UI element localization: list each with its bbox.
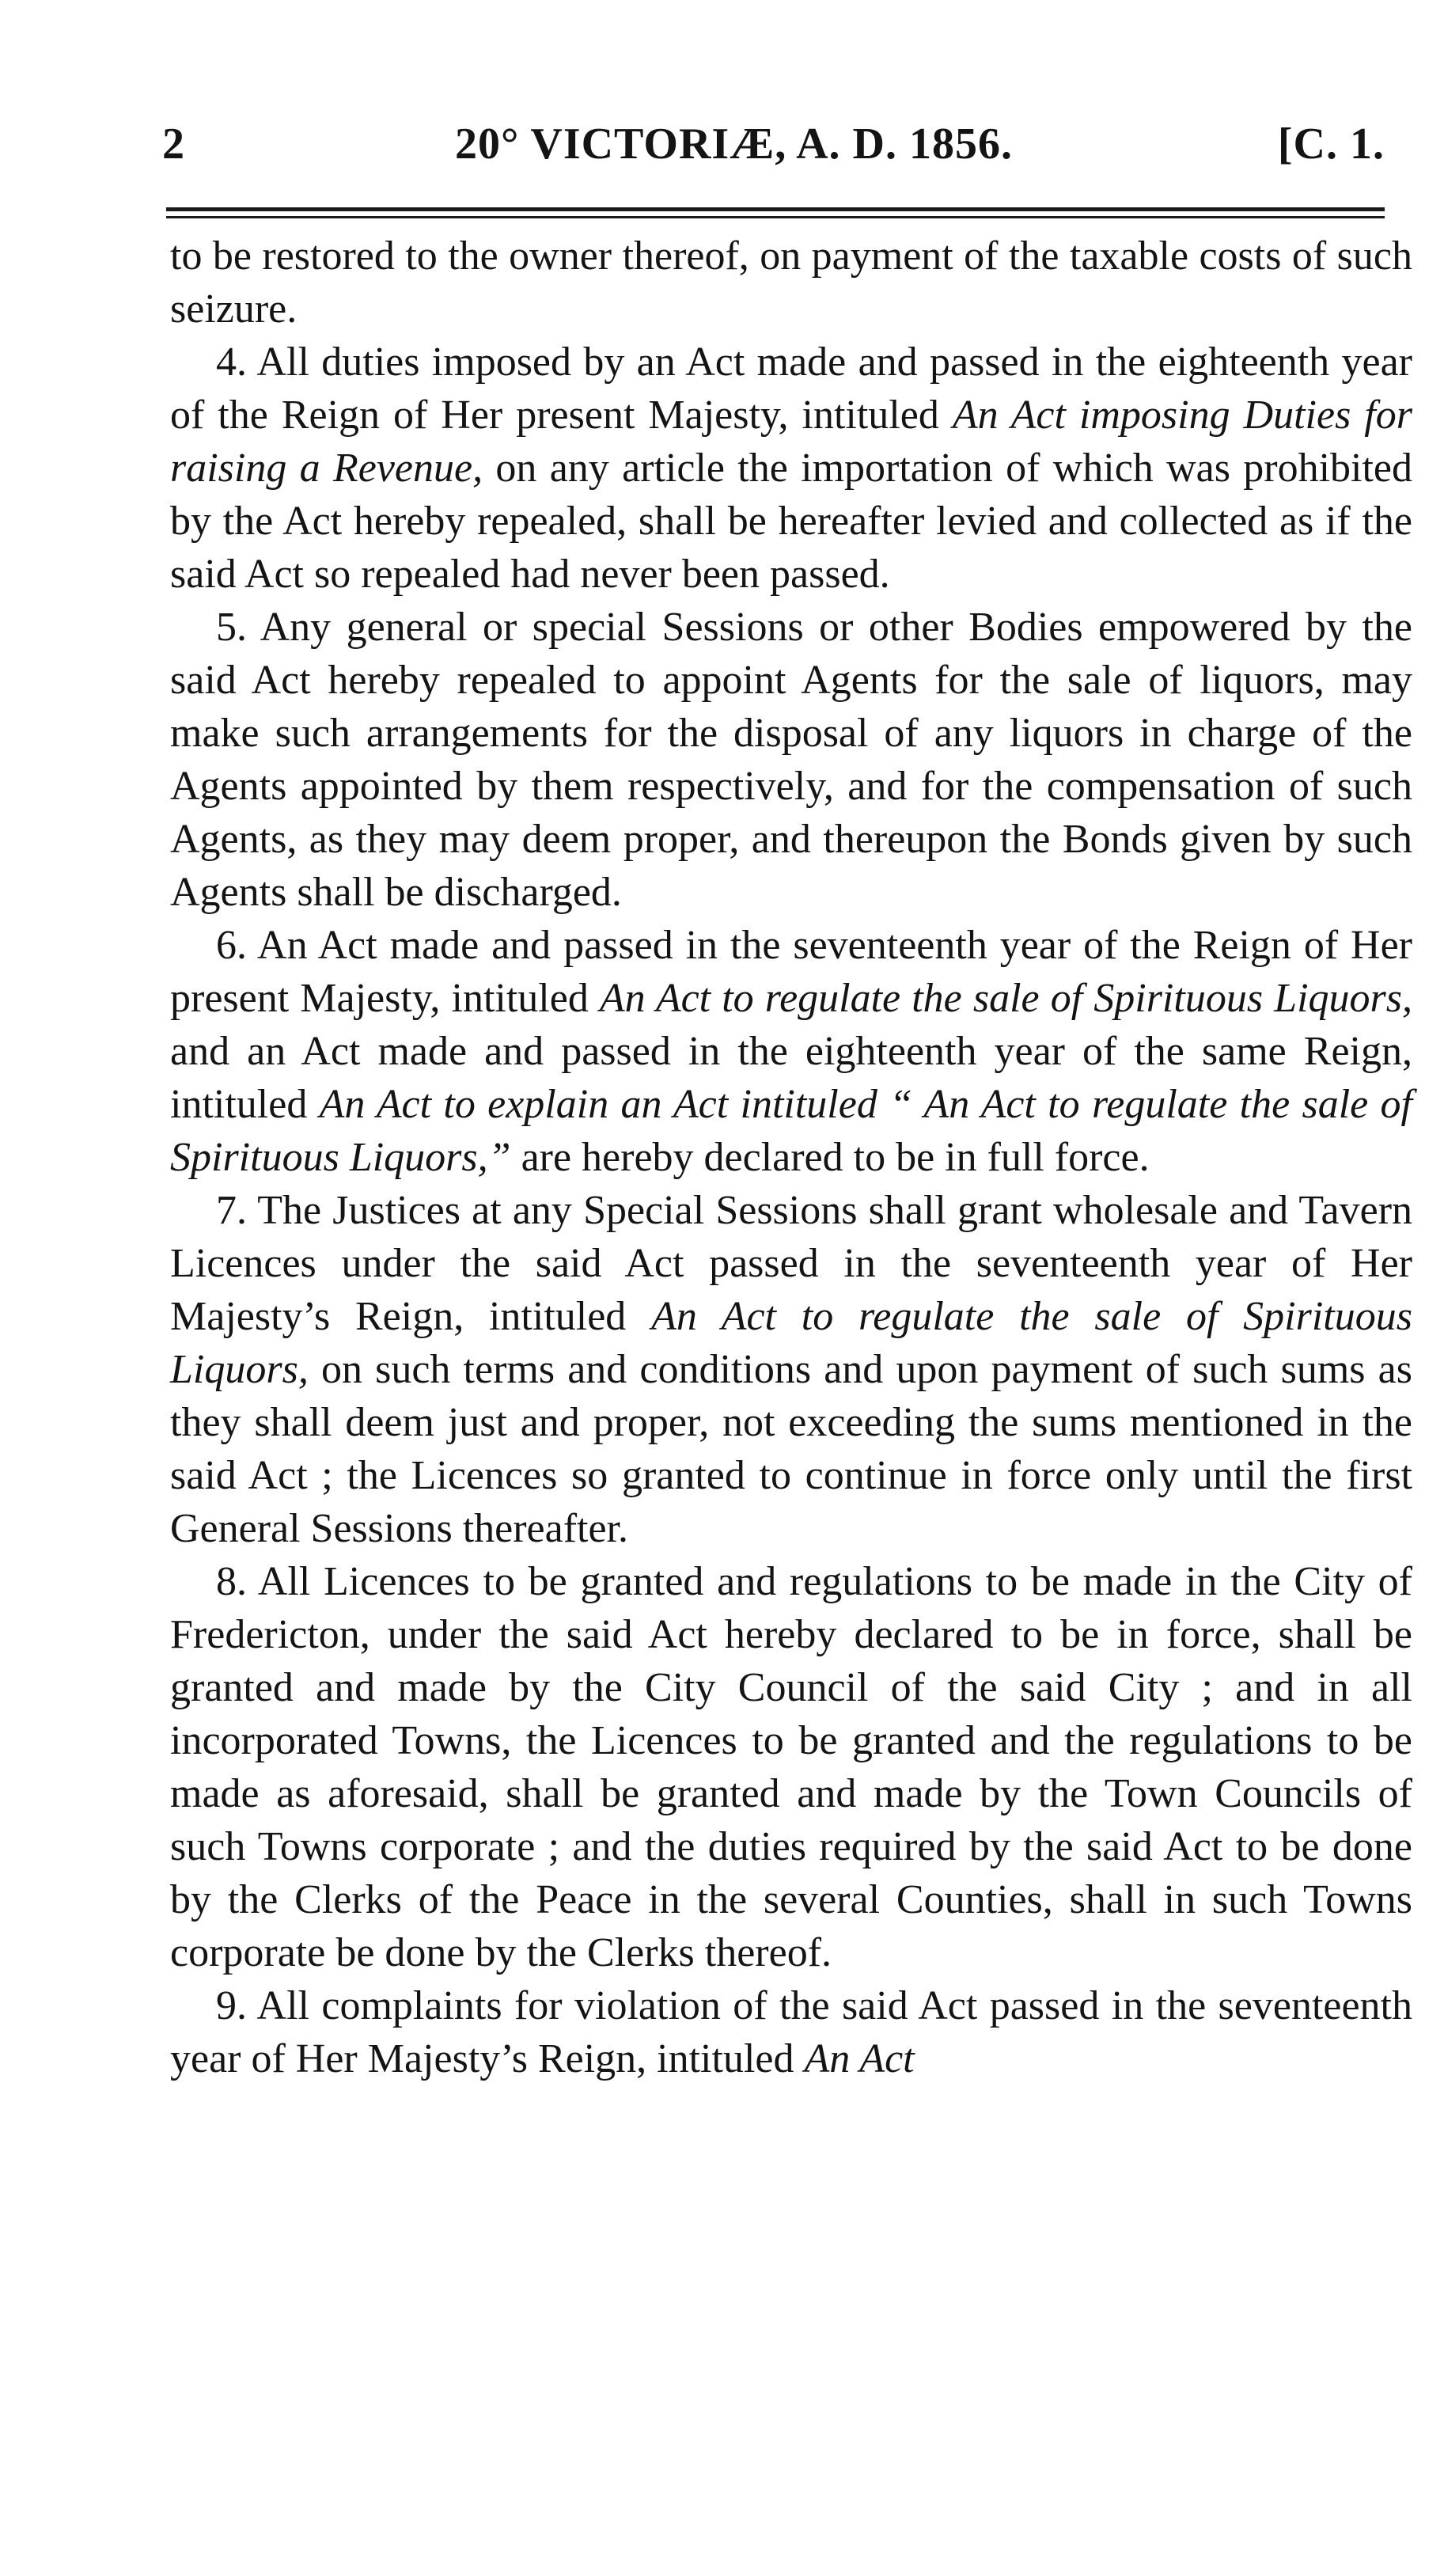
paragraph-text: on such terms and conditions and upon payment of such sums as they shall deem just and proper, not exceeding the sums mentioned in the said Act ; the Licences so granted to continue in force only until the first General Sessions thereafter. xyxy=(170,1347,1412,1551)
paragraph-text: Any general or special Sessions or other Bodies empowered by the said Act hereby repealed to appoint Agents for the sale of liquors, may make such arrangements for the disposal of any liquors in charge of the Agents appointed by them respectively, and for the compensation of such Agents, as they may deem proper, and thereupon the Bonds given by such Agents shall be discharged. xyxy=(170,605,1413,915)
section-paragraph xyxy=(170,601,1412,919)
act-title-italic: An Act to regulate the sale of Spirituous Liquors, xyxy=(170,1294,1412,1392)
act-title-italic: An Act to regulate the sale of Spirituous Liquors, xyxy=(599,976,1412,1021)
paragraph-text: The Justices at any Special Sessions shall grant wholesale and Tavern Licences under the said Act passed in the seventeenth year of Her Majesty’s Reign, intituled xyxy=(170,1188,1413,1339)
paragraph-text: All complaints for violation of the said Act passed in the seventeenth year of Her Majesty’s Reign, intituled xyxy=(170,1983,1412,2081)
paragraph-text: on any article the importation of which was prohibited by the Act hereby repealed, shall be hereafter levied and collected as if the said Act so repealed had never been passed. xyxy=(170,446,1412,597)
section-paragraph xyxy=(170,1184,1412,1555)
section-paragraph xyxy=(170,919,1412,1184)
header-rule-thin xyxy=(166,216,1385,218)
section-number: 5. xyxy=(216,605,247,650)
page-header xyxy=(162,119,1385,190)
paragraph-text: are hereby declared to be in full force. xyxy=(510,1135,1150,1180)
section-paragraph xyxy=(170,336,1412,601)
section-paragraph xyxy=(170,1555,1412,1979)
section-paragraph xyxy=(170,1979,1412,2085)
section-number: 4. xyxy=(216,340,247,385)
paragraph-text: All duties imposed by an Act made and passed in the eighteenth year of the Reign of Her present Majesty, intituled xyxy=(170,340,1412,438)
continued-paragraph xyxy=(170,230,1412,336)
header-rule-thick xyxy=(166,207,1385,211)
paragraph-text: All Licences to be granted and regulations to be made in the City of Fredericton, under the said Act hereby declared to be in force, shall be granted and made by the City Council of the said City ; and in all incorporated Towns, the Licences to be granted and the regulations to be made as aforesaid, shall be granted and made by the Town Councils of such Towns corporate ; and the duties required by the said Act to be done by the Clerks of the Peace in the several Counties, shall in such Towns corporate be done by the Clerks thereof. xyxy=(170,1559,1412,1975)
paragraph-text: and an Act made and passed in the eighteenth year of the same Reign, intituled xyxy=(170,1029,1412,1127)
section-number: 7. xyxy=(216,1188,247,1233)
chapter-reference: [C. 1. xyxy=(1277,120,1385,169)
section-number: 9. xyxy=(216,1983,247,2028)
act-title-italic: An Act imposing Duties for raising a Revenue, xyxy=(170,393,1412,491)
running-title: 20° VICTORIÆ, A. D. 1856. xyxy=(455,120,1013,169)
act-title-italic: An Act to explain an Act intituled “ An Act to regulate the sale of Spirituous Liquors,” xyxy=(170,1082,1412,1180)
paragraph-text: An Act made and passed in the seventeenth year of the Reign of Her present Majesty, intituled xyxy=(170,923,1412,1021)
page-number: 2 xyxy=(162,120,185,169)
document-body xyxy=(170,230,1412,2085)
act-title-italic: An Act xyxy=(804,2036,915,2081)
paragraph-text: to be restored to the owner thereof, on payment of the taxable costs of such seizure. xyxy=(170,233,1412,332)
section-number: 6. xyxy=(216,923,247,968)
section-number: 8. xyxy=(216,1559,247,1604)
